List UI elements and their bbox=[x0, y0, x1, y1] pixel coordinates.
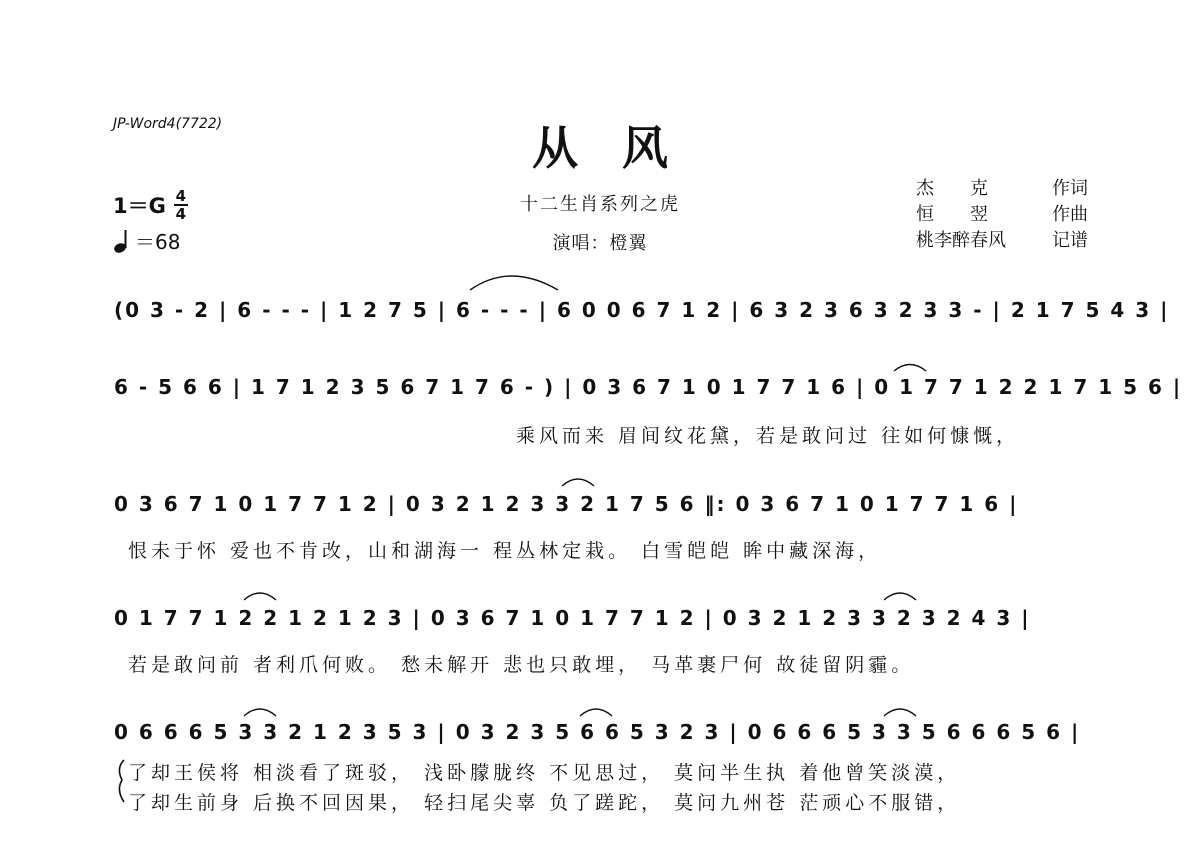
lyrics-row: 恨未于怀 爱也不肯改，山和湖海一 程丛林定栽。 白雪皑皑 眸中藏深海， bbox=[128, 540, 882, 562]
credit-lyricist: 杰 克 作词 bbox=[916, 178, 1088, 199]
credit-transcriber: 桃李醉春风 记谱 bbox=[916, 230, 1088, 251]
time-top: 4 bbox=[175, 187, 187, 205]
notation-row: 6 - 5 6 6 | 1 7 1 2 3 5 6 7 1 7 6 - ) | 0 3 6 7 1 0 1 7 7 1 6 | 0 1 7 7 1 2 2 1 7 1 5 6 | bbox=[114, 375, 1183, 399]
singer-credit: 演唱：橙翼 bbox=[552, 233, 648, 254]
notation-row: 0 6 6 6 5 3 3 2 1 2 3 5 3 | 0 3 2 3 5 6 6 5 3 2 3 | 0 6 6 6 5 3 3 5 6 6 6 5 6 | bbox=[114, 720, 1081, 744]
notation-row: 0 1 7 7 1 2 2 1 2 1 2 3 | 0 3 6 7 1 0 1 7 7 1 2 | 0 3 2 1 2 3 3 2 3 2 4 3 | bbox=[114, 606, 1031, 630]
lyrics-row-verse-2: 了却生前身 后换不回因果， 轻扫尾尖辜 负了蹉跎， 莫问九州苍 茫顽心不服错， bbox=[128, 792, 961, 814]
lyrics-row-verse-1: 了却王侯将 相淡看了斑驳， 浅卧朦胧终 不见思过， 莫问半生执 着他曾笑淡漠， bbox=[128, 762, 961, 784]
lyrics-row: 乘风而来 眉间纹花黛，若是敢问过 往如何慷慨， bbox=[516, 425, 1020, 447]
notation-row: 0 3 6 7 1 0 1 7 7 1 2 | 0 3 2 1 2 3 3 2 1 7 5 6 ‖: 0 3 6 7 1 0 1 7 7 1 6 | bbox=[114, 492, 1019, 516]
notation-row: (0 3 - 2 | 6 - - - | 1 2 7 5 | 6 - - - | 6 0 0 6 7 1 2 | 6 3 2 3 6 3 2 3 3 - | 2 1 7 5 4 3 | bbox=[114, 298, 1170, 322]
tempo-value: ＝68 bbox=[135, 230, 181, 254]
song-subtitle: 十二生肖系列之虎 bbox=[520, 194, 680, 215]
key-label: 1＝G bbox=[113, 194, 166, 218]
credit-composer: 恒 翌 作曲 bbox=[916, 204, 1088, 225]
lyrics-row: 若是敢问前 者利爪何败。 愁未解开 悲也只敢埋， 马革裹尸何 故徒留阴霾。 bbox=[128, 654, 915, 676]
watermark: JP-Word4(7722) bbox=[113, 116, 223, 132]
time-bottom: 4 bbox=[175, 205, 187, 223]
song-title: 从风 bbox=[532, 121, 712, 175]
